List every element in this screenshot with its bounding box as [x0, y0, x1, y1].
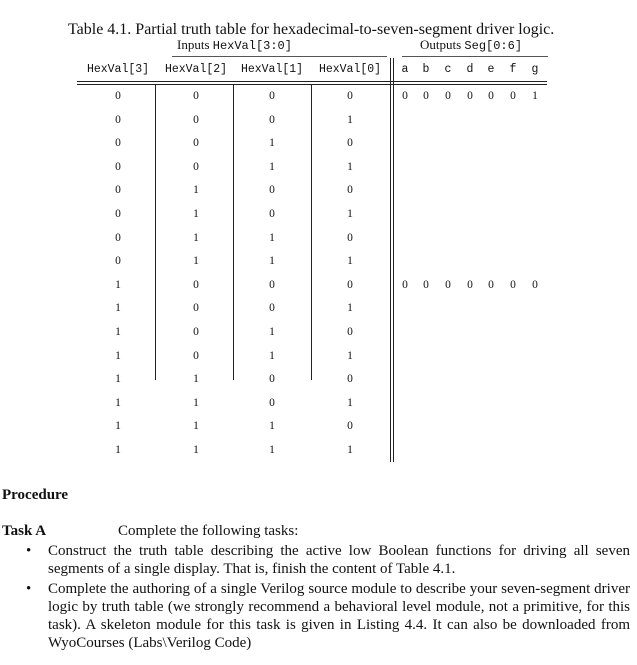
- input-cell: 1: [269, 231, 275, 244]
- input-cell: 0: [193, 137, 199, 150]
- input-cell: 1: [193, 420, 199, 433]
- input-cell: 1: [269, 160, 275, 173]
- output-header: e: [487, 63, 495, 76]
- task-bullet-text: Construct the truth table describing the active low Boolean functions for driving all seven segments of a single display. That is, finish the content of Table 4.1.: [48, 543, 630, 577]
- input-cell: 0: [193, 113, 199, 126]
- output-header: b: [422, 63, 430, 76]
- input-cell: 0: [269, 373, 275, 386]
- output-cell: 0: [402, 90, 408, 102]
- output-cell: 1: [532, 90, 538, 102]
- input-header: HexVal[0]: [318, 63, 382, 76]
- task-intro: Complete the following tasks:: [118, 523, 299, 539]
- table-rule-top: [77, 81, 547, 82]
- input-cell: 1: [347, 255, 353, 268]
- input-cell: 1: [269, 349, 275, 362]
- bullet-icon: •: [26, 543, 32, 559]
- input-cell: 0: [115, 208, 121, 220]
- table-rule-top-2: [77, 84, 547, 85]
- column-separator: [311, 84, 312, 380]
- outputs-underline: [402, 56, 548, 57]
- input-header: HexVal[2]: [164, 63, 228, 76]
- input-cell: 0: [193, 302, 199, 315]
- inputs-group-prefix: Inputs: [177, 37, 213, 52]
- input-cell: 0: [347, 373, 353, 386]
- task-bullet-item: [24, 542, 630, 578]
- input-cell: 0: [115, 137, 121, 150]
- input-cell: 1: [193, 231, 199, 244]
- output-cell: 0: [467, 278, 473, 291]
- input-cell: 1: [193, 255, 199, 268]
- bullet-icon: •: [26, 581, 32, 597]
- output-cell: 0: [423, 90, 429, 102]
- inputs-group-label: [177, 37, 292, 53]
- input-cell: 0: [115, 255, 121, 268]
- input-cell: 1: [115, 396, 121, 409]
- task-bullet-item: [24, 580, 630, 652]
- output-cell: 0: [423, 278, 429, 291]
- output-cell: 0: [532, 278, 538, 291]
- outputs-group-label: [420, 37, 522, 53]
- input-cell: 0: [269, 90, 275, 102]
- outputs-group-code: Seg[0:6]: [464, 39, 523, 53]
- input-cell: 1: [115, 326, 121, 338]
- input-cell: 0: [193, 90, 199, 102]
- input-cell: 0: [347, 420, 353, 433]
- input-cell: 0: [115, 184, 121, 197]
- input-cell: 0: [347, 278, 353, 291]
- input-cell: 0: [347, 231, 353, 244]
- task-title: Task A: [2, 523, 47, 539]
- input-cell: 0: [193, 349, 199, 362]
- input-cell: 0: [115, 113, 121, 126]
- input-cell: 0: [115, 160, 121, 173]
- input-cell: 1: [347, 349, 353, 362]
- output-header: a: [401, 63, 409, 76]
- input-cell: 1: [115, 444, 121, 456]
- output-header: f: [509, 63, 517, 76]
- input-cell: 1: [347, 208, 353, 220]
- input-cell: 0: [269, 184, 275, 197]
- input-cell: 0: [269, 396, 275, 409]
- input-cell: 1: [347, 160, 353, 173]
- input-cell: 1: [347, 113, 353, 126]
- task-bullet-text: Complete the authoring of a single Verilog source module to describe your seven-segment driver logic by truth table (we strongly recommend a behavioral level module, not a primitive, for this task). A skeleton module for this task is given in Listing 4.4. It can also be downloaded from WyoCourses (Labs\Verilog Code): [48, 581, 630, 651]
- input-cell: 0: [115, 90, 121, 102]
- output-cell: 0: [488, 90, 494, 102]
- input-cell: 0: [347, 137, 353, 150]
- output-cell: 0: [510, 278, 516, 291]
- input-header: HexVal[3]: [86, 63, 150, 76]
- output-cell: 0: [445, 90, 451, 102]
- outputs-group-prefix: Outputs: [420, 37, 465, 52]
- input-header: HexVal[1]: [240, 63, 304, 76]
- input-cell: 0: [347, 184, 353, 197]
- output-header: c: [444, 63, 452, 76]
- input-cell: 1: [193, 208, 199, 220]
- table-caption: Table 4.1. Partial truth table for hexadecimal-to-seven-segment driver logic.: [68, 21, 555, 38]
- output-cell: 0: [488, 278, 494, 291]
- input-cell: 1: [269, 444, 275, 456]
- input-cell: 1: [115, 349, 121, 362]
- inputs-underline: [172, 56, 387, 57]
- input-cell: 1: [269, 420, 275, 433]
- output-header: g: [531, 63, 539, 76]
- input-cell: 1: [269, 137, 275, 150]
- input-cell: 0: [193, 326, 199, 338]
- input-cell: 1: [269, 255, 275, 268]
- output-header: d: [466, 63, 474, 76]
- inputs-group-code: HexVal[3:0]: [212, 39, 292, 53]
- input-cell: 0: [269, 113, 275, 126]
- input-cell: 0: [269, 208, 275, 220]
- input-cell: 0: [193, 160, 199, 173]
- input-cell: 1: [193, 396, 199, 409]
- input-cell: 1: [115, 420, 121, 433]
- input-cell: 0: [269, 278, 275, 291]
- input-cell: 1: [115, 373, 121, 386]
- column-separator: [233, 84, 234, 380]
- input-cell: 1: [347, 396, 353, 409]
- input-cell: 1: [347, 302, 353, 315]
- input-cell: 1: [193, 373, 199, 386]
- input-cell: 1: [193, 444, 199, 456]
- input-cell: 0: [347, 90, 353, 102]
- output-cell: 0: [402, 278, 408, 291]
- input-cell: 1: [347, 444, 353, 456]
- input-cell: 0: [115, 231, 121, 244]
- column-separator: [393, 58, 394, 462]
- input-cell: 0: [347, 326, 353, 338]
- output-cell: 0: [510, 90, 516, 102]
- procedure-heading: Procedure: [2, 487, 69, 503]
- input-cell: 1: [269, 326, 275, 338]
- input-cell: 1: [115, 278, 121, 291]
- column-separator: [155, 84, 156, 380]
- output-cell: 0: [445, 278, 451, 291]
- input-cell: 0: [269, 302, 275, 315]
- input-cell: 1: [115, 302, 121, 315]
- column-separator: [390, 58, 391, 462]
- task-bullet-list: [24, 542, 630, 654]
- input-cell: 0: [193, 278, 199, 291]
- input-cell: 1: [193, 184, 199, 197]
- output-cell: 0: [467, 90, 473, 102]
